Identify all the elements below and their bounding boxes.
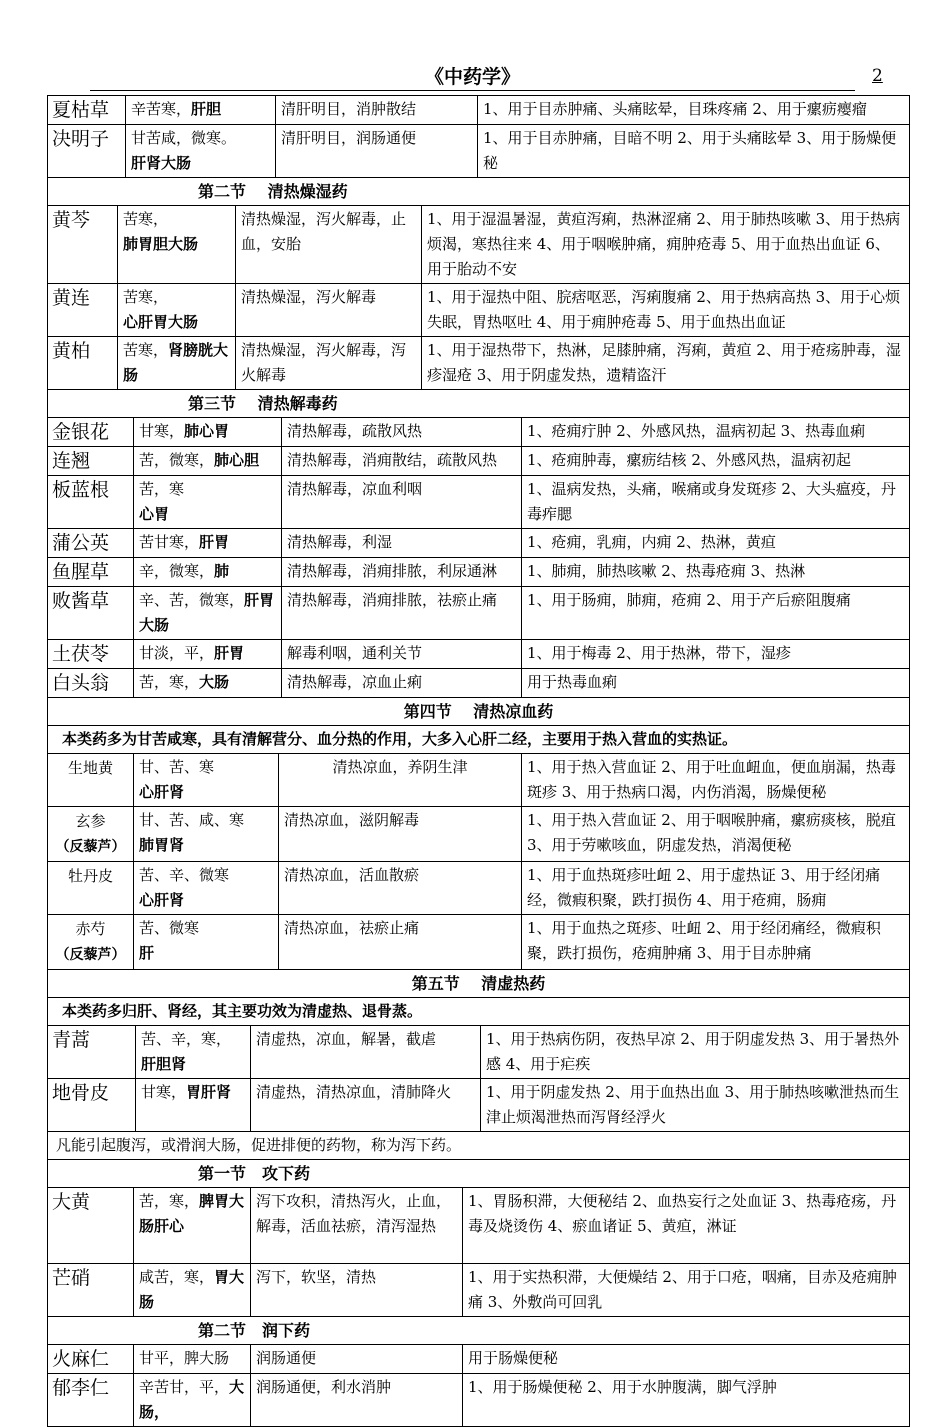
table-row xyxy=(48,206,910,284)
herb-function: 清肝明目，润肠通便 xyxy=(276,125,478,178)
section-heading-row xyxy=(48,390,910,418)
table-row xyxy=(48,915,910,970)
herb-nature: 甘寒，肺心胃 xyxy=(134,418,282,447)
herb-function: 清热解毒，消痈散结，疏散风热 xyxy=(282,447,522,476)
note-row xyxy=(48,1132,910,1160)
herb-use: 1、用于梅毒 2、用于热淋，带下，湿疹 xyxy=(522,640,910,669)
herb-function: 清热解毒，消痈排脓，利尿通淋 xyxy=(282,558,522,587)
herb-name: 黄连 xyxy=(48,284,118,337)
herb-use: 1、用于肠燥便秘 2、用于水肿腹满，脚气浮肿 xyxy=(463,1374,910,1427)
herb-nature: 甘、苦、寒 心肝肾 xyxy=(134,754,279,807)
herb-nature: 甘淡，平，肝胃 xyxy=(134,640,282,669)
herb-nature: 咸苦，寒，胃大肠 xyxy=(134,1264,251,1317)
herb-name: 鱼腥草 xyxy=(48,558,134,587)
table-row xyxy=(48,669,910,698)
table-row xyxy=(48,1188,910,1264)
herb-nature: 苦、微寒 肝 xyxy=(134,915,279,970)
table-section-2 xyxy=(47,177,910,390)
table-section-3 xyxy=(47,389,910,698)
herb-nature: 甘平，脾大肠 xyxy=(134,1345,251,1374)
table-row xyxy=(48,587,910,640)
herb-use: 1、温病发热，头痛，喉痛或身发斑疹 2、大头瘟疫，丹毒痄腮 xyxy=(522,476,910,529)
herb-nature: 苦、辛、微寒 心肝肾 xyxy=(134,862,279,915)
herb-table-sheet xyxy=(47,95,909,1427)
herb-name: 连翘 xyxy=(48,447,134,476)
table-row xyxy=(48,447,910,476)
section-intro-row xyxy=(48,998,910,1026)
purgative-definition: 凡能引起腹泻，或滑润大肠，促进排便的药物，称为泻下药。 xyxy=(48,1132,910,1160)
herb-function: 清热解毒，疏散风热 xyxy=(282,418,522,447)
herb-function: 清肝明目，消肿散结 xyxy=(276,96,478,125)
herb-function: 清热燥湿，泻火解毒 xyxy=(236,284,422,337)
herb-function: 润肠通便，利水消肿 xyxy=(251,1374,463,1427)
herb-name: 地骨皮 xyxy=(48,1079,136,1132)
herb-name: 土茯苓 xyxy=(48,640,134,669)
herb-nature: 辛苦寒，肝胆 xyxy=(126,96,276,125)
section-title: 第三节 清热解毒药 xyxy=(48,390,910,418)
herb-use: 1、用于热病伤阴，夜热早凉 2、用于阴虚发热 3、用于暑热外感 4、用于疟疾 xyxy=(481,1026,910,1079)
table-section-5 xyxy=(47,969,910,1132)
herb-use: 1、用于实热积滞，大便燥结 2、用于口疮，咽痛，目赤及疮痈肿痛 3、外敷尚可回乳 xyxy=(463,1264,910,1317)
section-heading-row xyxy=(48,1160,910,1188)
section-heading-row xyxy=(48,970,910,998)
herb-name: 蒲公英 xyxy=(48,529,134,558)
section-title: 第二节 润下药 xyxy=(48,1317,910,1345)
table-row xyxy=(48,1374,910,1427)
herb-name: 金银花 xyxy=(48,418,134,447)
herb-function: 泻下，软坚，清热 xyxy=(251,1264,463,1317)
herb-use: 1、用于湿热中阻、脘痞呕恶，泻痢腹痛 2、用于热病高热 3、用于心烦失眠，胃热呕吐 4、用于痈肿疮毒 5、用于血热出血证 xyxy=(422,284,910,337)
table-row xyxy=(48,476,910,529)
herb-name: 败酱草 xyxy=(48,587,134,640)
herb-use: 1、用于热入营血证 2、用于吐血衄血，便血崩漏，热毒斑疹 3、用于热病口渴，内伤消渴，肠燥便秘 xyxy=(522,754,910,807)
herb-function: 清热凉血，祛瘀止痛 xyxy=(279,915,522,970)
herb-use: 1、用于目赤肿痛，目暗不明 2、用于头痛眩晕 3、用于肠燥便秘 xyxy=(478,125,910,178)
table-row xyxy=(48,418,910,447)
table-row xyxy=(48,1026,910,1079)
herb-nature: 苦甘寒，肝胃 xyxy=(134,529,282,558)
herb-nature: 苦，微寒，肺心胆 xyxy=(134,447,282,476)
herb-nature: 苦，寒，大肠 xyxy=(134,669,282,698)
section-heading-row xyxy=(48,178,910,206)
section-heading-row xyxy=(48,1317,910,1345)
herb-use: 1、用于血热之斑疹、吐衄 2、用于经闭痛经，微瘕积聚，跌打损伤，疮痈肿痛 3、用于目赤肿痛 xyxy=(522,915,910,970)
herb-name: 板蓝根 xyxy=(48,476,134,529)
table-row xyxy=(48,125,910,178)
section-intro: 本类药多为甘苦咸寒，具有清解营分、血分热的作用，大多入心肝二经，主要用于热入营血的实热证。 xyxy=(48,726,910,754)
table-row xyxy=(48,1345,910,1374)
page-number: 2 xyxy=(872,66,883,86)
herb-function: 清虚热，清热凉血，清肺降火 xyxy=(251,1079,481,1132)
herb-function: 清热燥湿，泻火解毒，泻火解毒 xyxy=(236,337,422,390)
herb-name: 赤芍 （反藜芦） xyxy=(48,915,134,970)
section-heading-row xyxy=(48,698,910,726)
table-section-4 xyxy=(47,697,910,970)
herb-name: 白头翁 xyxy=(48,669,134,698)
herb-name: 决明子 xyxy=(48,125,126,178)
herb-name: 夏枯草 xyxy=(48,96,126,125)
herb-name: 郁李仁 xyxy=(48,1374,134,1427)
section-intro-row xyxy=(48,726,910,754)
section-title: 第五节 清虚热药 xyxy=(48,970,910,998)
table-row xyxy=(48,807,910,862)
table-row xyxy=(48,529,910,558)
herb-nature: 苦、辛，寒，肝胆肾 xyxy=(136,1026,251,1079)
table-row xyxy=(48,754,910,807)
document-title: 《中药学》 xyxy=(424,66,520,88)
herb-nature: 甘苦咸，微寒。 肝肾大肠 xyxy=(126,125,276,178)
herb-function: 清热解毒，凉血止痢 xyxy=(282,669,522,698)
herb-use: 1、疮痈，乳痈，内痈 2、热淋，黄疸 xyxy=(522,529,910,558)
section-title: 第一节 攻下药 xyxy=(48,1160,910,1188)
herb-function: 清热凉血，活血散瘀 xyxy=(279,862,522,915)
table-row xyxy=(48,558,910,587)
table-purgatives xyxy=(47,1131,910,1427)
table-row xyxy=(48,862,910,915)
table-row xyxy=(48,337,910,390)
table-row xyxy=(48,1264,910,1317)
herb-function: 泻下攻积，清热泻火，止血，解毒，活血祛瘀，清泻湿热 xyxy=(251,1188,463,1264)
herb-use: 1、用于湿温暑湿，黄疸泻痢，热淋涩痛 2、用于肺热咳嗽 3、用于热病烦渴，寒热往来 4、用于咽喉肿痛，痈肿疮毒 5、用于血热出血证 6、用于胎动不安 xyxy=(422,206,910,284)
herb-function: 清热燥湿，泻火解毒，止血，安胎 xyxy=(236,206,422,284)
herb-name: 火麻仁 xyxy=(48,1345,134,1374)
table-top xyxy=(47,95,910,178)
herb-name: 生地黄 xyxy=(48,754,134,807)
herb-name: 芒硝 xyxy=(48,1264,134,1317)
herb-function: 清热凉血，滋阴解毒 xyxy=(279,807,522,862)
herb-use: 1、用于阴虚发热 2、用于血热出血 3、用于肺热咳嗽泄热而生津止烦渴泄热而泻肾经浮火 xyxy=(481,1079,910,1132)
herb-use: 1、肺痈，肺热咳嗽 2、热毒疮痈 3、热淋 xyxy=(522,558,910,587)
section-title: 第二节 清热燥湿药 xyxy=(48,178,910,206)
herb-name: 黄柏 xyxy=(48,337,118,390)
herb-use: 用于肠燥便秘 xyxy=(463,1345,910,1374)
herb-function: 清热凉血，养阴生津 xyxy=(279,754,522,807)
herb-nature: 苦，寒 心胃 xyxy=(134,476,282,529)
section-title: 第四节 清热凉血药 xyxy=(48,698,910,726)
herb-use: 1、用于热入营血证 2、用于咽喉肿痛，瘰疬痰核，脱疽 3、用于劳嗽咳血，阴虚发热，消渴便秘 xyxy=(522,807,910,862)
herb-function: 解毒利咽，通利关节 xyxy=(282,640,522,669)
herb-use: 1、胃肠积滞，大便秘结 2、血热妄行之处血证 3、热毒疮疡，丹毒及烧烫伤 4、瘀血诸证 5、黄疸，淋证 xyxy=(463,1188,910,1264)
section-intro: 本类药多归肝、肾经，其主要功效为清虚热、退骨蒸。 xyxy=(48,998,910,1026)
herb-function: 清热解毒，凉血利咽 xyxy=(282,476,522,529)
herb-nature: 辛苦甘，平，大肠， xyxy=(134,1374,251,1427)
herb-use: 用于热毒血痢 xyxy=(522,669,910,698)
herb-nature: 苦寒，肾膀胱大肠 xyxy=(118,337,236,390)
herb-name: 青蒿 xyxy=(48,1026,136,1079)
table-row xyxy=(48,284,910,337)
herb-name: 黄芩 xyxy=(48,206,118,284)
herb-use: 1、用于目赤肿痛、头痛眩晕，目珠疼痛 2、用于瘰疬瘿瘤 xyxy=(478,96,910,125)
herb-function: 润肠通便 xyxy=(251,1345,463,1374)
herb-nature: 苦，寒，脾胃大肠肝心 xyxy=(134,1188,251,1264)
herb-function: 清热解毒，消痈排脓，祛瘀止痛 xyxy=(282,587,522,640)
herb-nature: 辛、苦，微寒，肝胃大肠 xyxy=(134,587,282,640)
herb-name: 玄参 （反藜芦） xyxy=(48,807,134,862)
table-row xyxy=(48,1079,910,1132)
herb-nature: 辛，微寒，肺 xyxy=(134,558,282,587)
herb-function: 清热解毒，利湿 xyxy=(282,529,522,558)
herb-use: 1、用于血热斑疹吐衄 2、用于虚热证 3、用于经闭痛经，微瘕积聚，跌打损伤 4、用于疮痈，肠痈 xyxy=(522,862,910,915)
table-row xyxy=(48,96,910,125)
herb-name: 牡丹皮 xyxy=(48,862,134,915)
herb-nature: 甘、苦、咸、寒 肺胃肾 xyxy=(134,807,279,862)
herb-use: 1、用于肠痈，肺痈，疮痈 2、用于产后瘀阻腹痛 xyxy=(522,587,910,640)
herb-nature: 苦寒， 肺胃胆大肠 xyxy=(118,206,236,284)
table-row xyxy=(48,640,910,669)
herb-nature: 甘寒，胃肝肾 xyxy=(136,1079,251,1132)
herb-name: 大黄 xyxy=(48,1188,134,1264)
herb-function: 清虚热，凉血，解暑，截虐 xyxy=(251,1026,481,1079)
herb-use: 1、疮痈肿毒，瘰疬结核 2、外感风热，温病初起 xyxy=(522,447,910,476)
herb-use: 1、用于湿热带下，热淋，足膝肿痛，泻痢，黄疸 2、用于疮疡肿毒，湿疹湿疮 3、用于阴虚发热，遗精盗汗 xyxy=(422,337,910,390)
page-header xyxy=(90,64,855,91)
herb-nature: 苦寒， 心肝胃大肠 xyxy=(118,284,236,337)
herb-use: 1、疮痈疔肿 2、外感风热，温病初起 3、热毒血痢 xyxy=(522,418,910,447)
